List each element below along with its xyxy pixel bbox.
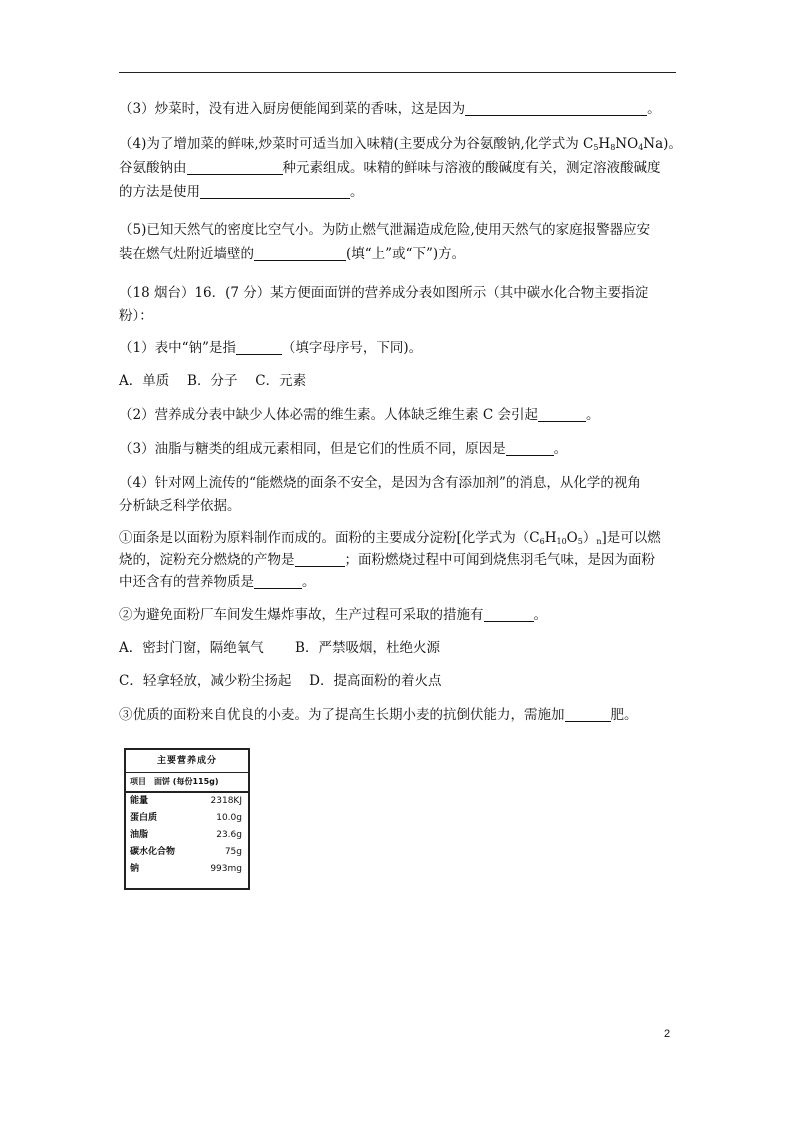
- item-2: ②为避免面粉厂车间发生爆炸事故，生产过程可采取的措施有 。: [119, 607, 547, 623]
- sub-question-3: （3）油脂与糖类的组成元素相同，但是它们的性质不同，原因是 。: [119, 441, 568, 457]
- item-1-line2: 烧的，淀粉充分燃烧的产物是 ；面粉燃烧过程中可闻到烧焦羽毛气味，是因为面粉: [119, 552, 655, 568]
- answer-blank[interactable]: [565, 707, 611, 722]
- answer-blank[interactable]: [254, 574, 302, 589]
- question-4-line1: （4)为了增加菜的鲜味,炒菜时可适当加入味精(主要成分为谷氨酸钠,化学式为 $C_5H_8NO_4Na$)。: [119, 136, 682, 152]
- answer-blank[interactable]: [200, 184, 350, 199]
- table-row: 碳水化合物 75g: [130, 847, 242, 857]
- item-1-line3: 中还含有的营养物质是 。: [119, 574, 316, 590]
- question-5-line2: 装在燃气灶附近墙壁的 (填“上”或“下”)方。: [119, 246, 466, 262]
- answer-blank[interactable]: [484, 607, 534, 622]
- page-number: 2: [664, 1028, 671, 1040]
- question-4-line3: 的方法是使用 。: [119, 184, 364, 200]
- nutrition-table: [124, 748, 250, 890]
- question-16-stem-line1: （18 烟台）16．(7 分）某方便面面饼的营养成分表如图所示（其中碳水化合物主要指淀: [119, 285, 649, 301]
- item-3: ③优质的面粉来自优良的小麦。为了提高生长期小麦的抗倒伏能力，需施加 肥。: [119, 707, 638, 723]
- table-row: 蛋白质 10.0g: [130, 813, 242, 823]
- sub-question-2: （2）营养成分表中缺少人体必需的维生素。人体缺乏维生素 C 会引起 。: [119, 407, 600, 423]
- nutrition-table-subtitle: 项目 面饼 (每份115g): [126, 773, 248, 793]
- table-row: 油脂 23.6g: [130, 830, 242, 840]
- question-16-stem-line2: 粉）：: [119, 308, 153, 324]
- question-4-line2: 谷氨酸钠由 种元素组成。味精的鲜味与溶液的酸碱度有关，测定溶液酸碱度: [119, 160, 661, 176]
- item-2-options-line1: A．密封门窗，隔绝氧气 B．严禁吸烟，杜绝火源: [119, 640, 440, 656]
- table-row: 能量 2318KJ: [130, 796, 242, 806]
- question-5-line1: （5)已知天然气的密度比空气小。为防止燃气泄漏造成危险,使用天然气的家庭报警器应安: [119, 222, 651, 238]
- answer-blank[interactable]: [465, 101, 647, 116]
- sub-question-1: （1）表中“钠”是指 （填字母序号，下同)。: [119, 340, 423, 356]
- sub-question-4-line2: 分析缺乏科学依据。: [119, 498, 241, 514]
- table-row: 钠 993mg: [130, 864, 242, 874]
- answer-blank[interactable]: [538, 407, 586, 422]
- sub-question-1-options: A．单质 B．分子 C．元素: [119, 373, 307, 389]
- answer-blank[interactable]: [295, 552, 345, 567]
- nutrition-table-title: 主要营养成分: [126, 750, 248, 773]
- question-3: （3）炒菜时，没有进入厨房便能闻到菜的香味，这是因为 。: [119, 101, 661, 117]
- answer-blank[interactable]: [187, 160, 283, 175]
- item-2-options-line2: C．轻拿轻放，减少粉尘扬起 D．提高面粉的着火点: [119, 673, 442, 689]
- sub-question-4-line1: （4）针对网上流传的“能燃烧的面条不安全，是因为含有添加剂”的消息，从化学的视角: [119, 475, 641, 491]
- answer-blank[interactable]: [254, 246, 346, 261]
- header-rule: [119, 72, 676, 73]
- answer-blank[interactable]: [506, 441, 554, 456]
- answer-blank[interactable]: [236, 340, 282, 355]
- item-1-line1: ①面条是以面粉为原料制作而成的。面粉的主要成分淀粉[化学式为$(C_6H_{10}O_5)_n$]是可以燃: [119, 530, 661, 546]
